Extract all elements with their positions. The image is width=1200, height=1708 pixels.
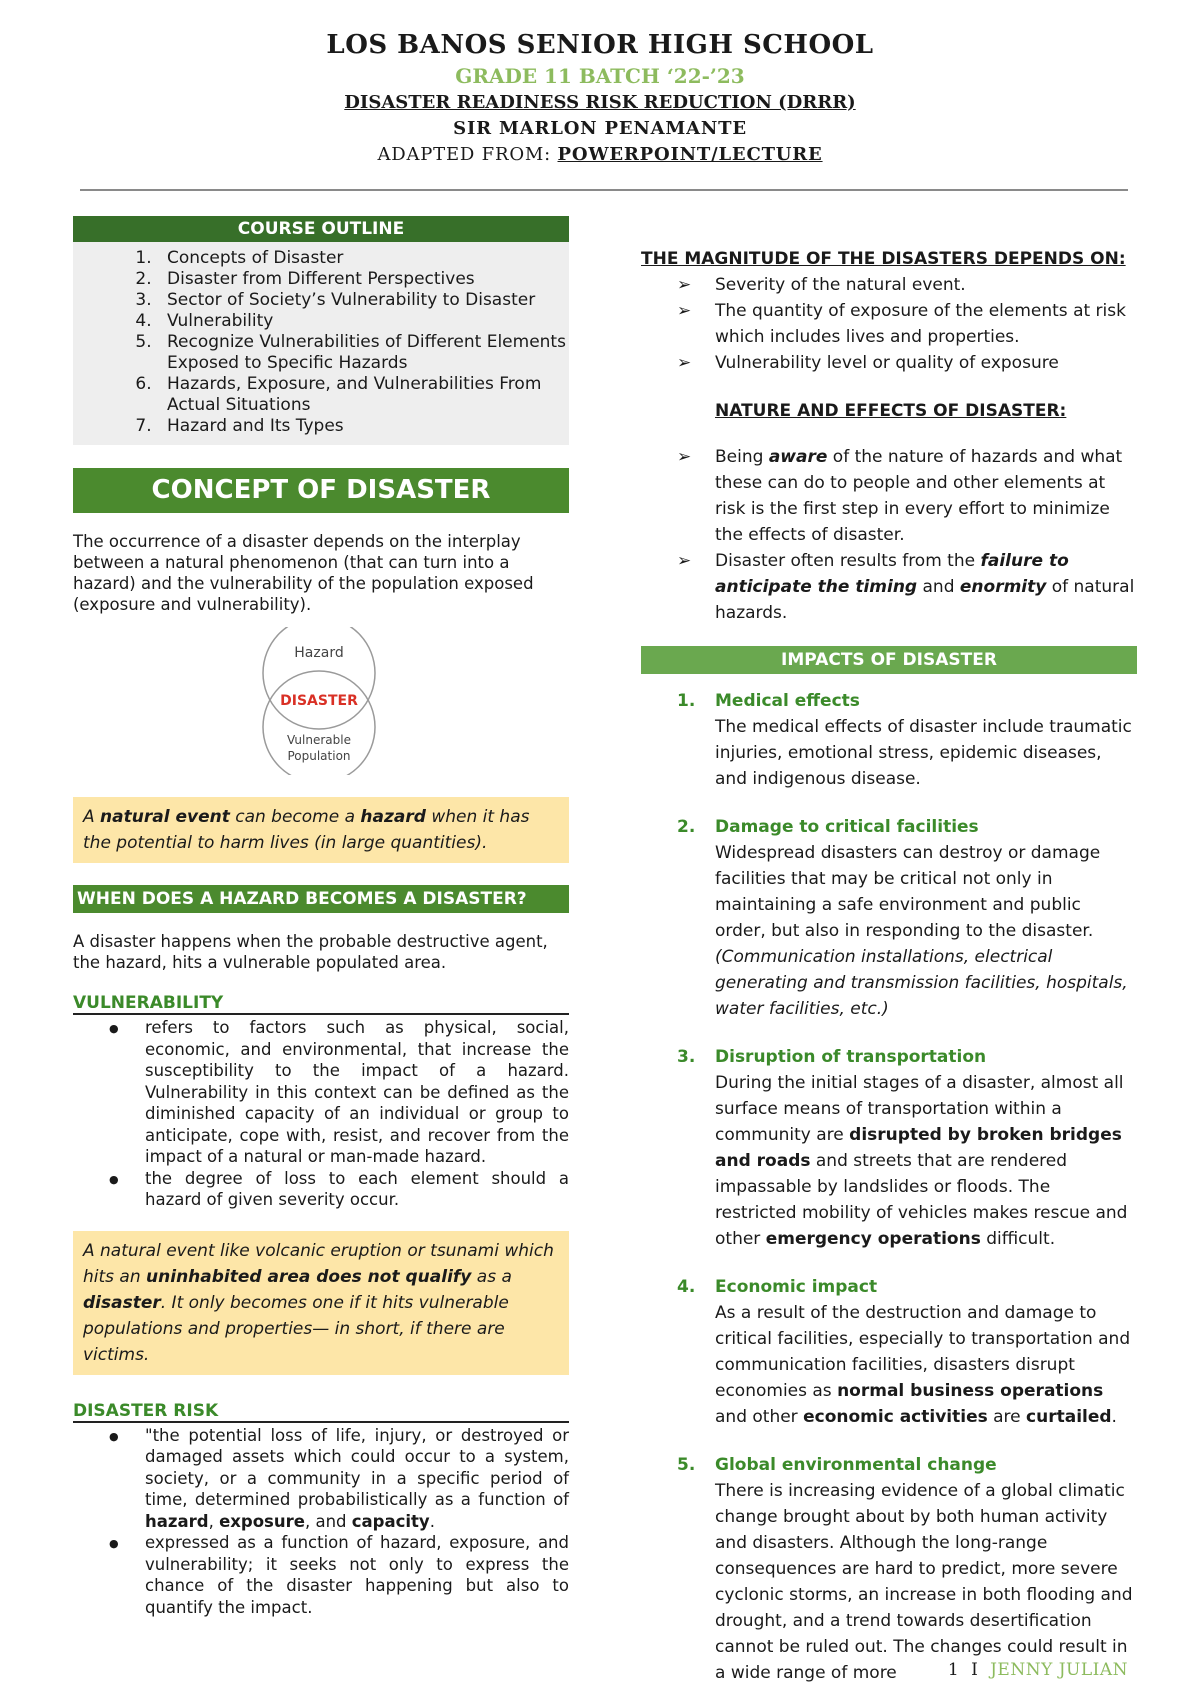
callout-bold: hazard xyxy=(360,807,426,827)
left-column xyxy=(73,216,569,1618)
venn-hazard-label: Hazard xyxy=(294,645,344,661)
adapted-source: POWERPOINT/LECTURE xyxy=(557,144,823,165)
impact-item xyxy=(677,814,1137,1022)
adapted-label: ADAPTED FROM: xyxy=(377,144,551,165)
disaster-risk-item xyxy=(145,1425,569,1533)
vulnerability-list xyxy=(73,1017,569,1211)
impact-body xyxy=(715,1300,1137,1430)
nature-bold: failure to anticipate the timing xyxy=(715,551,1069,597)
page-number: 1 xyxy=(947,1660,960,1680)
impact-number: 4. xyxy=(677,1277,696,1297)
impact-body: There is increasing evidence of a global climatic change brought about by both human activity and disasters. Although the long-range consequences are hard to predict, more severe cyclonic storms, an increase in both flooding and drought, and a trend towards desertification cannot be ruled out. The changes could result in a wide range of more xyxy=(715,1481,1133,1683)
impact-body xyxy=(715,840,1137,1022)
concept-of-disaster-title: CONCEPT OF DISASTER xyxy=(73,468,569,513)
impact-item xyxy=(677,1044,1137,1252)
callout-text: when it has the potential to harm lives (in large quantities). xyxy=(83,807,530,853)
adapted-line xyxy=(0,142,1200,168)
impact-number: 3. xyxy=(677,1047,696,1067)
impact-text: As a result of the destruction and damage to critical facilities, especially to transportation and communication facilities, disasters disrupt economies as xyxy=(715,1303,1131,1401)
callout-text: A xyxy=(83,807,101,827)
nature-text: and xyxy=(917,577,960,597)
outline-item: 1. Concepts of Disaster xyxy=(157,248,569,269)
subject-title: DISASTER READINESS RISK REDUCTION (DRRR) xyxy=(344,92,856,113)
hazard-circle xyxy=(263,627,375,729)
author-name: JENNY JULIAN xyxy=(990,1660,1128,1680)
impact-text: difficult. xyxy=(980,1229,1056,1249)
venn-disaster-label: DISASTER xyxy=(280,693,358,709)
disaster-risk-item: ● expressed as a function of hazard, exposure, and vulnerability; it seeks not only to express the chance of the disaster happening but also to quantify the impact. xyxy=(145,1532,569,1618)
impact-text: are xyxy=(987,1407,1027,1427)
nature-text: Disaster often results from the xyxy=(715,551,981,571)
page-footer xyxy=(948,1660,1128,1680)
impact-title: Global environmental change xyxy=(715,1455,997,1475)
impact-bold: normal business operations xyxy=(837,1381,1104,1401)
vulnerability-heading: VULNERABILITY xyxy=(73,993,569,1015)
document-header xyxy=(0,28,1200,168)
magnitude-item: ➢ Severity of the natural event. xyxy=(715,272,1137,298)
impact-body xyxy=(715,1070,1137,1252)
callout-text: as a xyxy=(471,1266,512,1287)
impact-item xyxy=(677,1452,1137,1686)
impact-text: During the initial stages of a disaster, almost all surface means of transportation within a community are xyxy=(715,1073,1124,1145)
outline-item: 6. Hazards, Exposure, and Vulnerabilities From Actual Situations xyxy=(157,374,569,416)
impact-title: Disruption of transportation xyxy=(715,1047,987,1067)
risk-bold: hazard xyxy=(145,1511,209,1531)
nature-effects-heading: NATURE AND EFFECTS OF DISASTER: xyxy=(715,401,1067,421)
magnitude-heading: THE MAGNITUDE OF THE DISASTERS DEPENDS ON: xyxy=(641,249,1126,269)
impact-title: Damage to critical facilities xyxy=(715,817,979,837)
uninhabited-area-callout xyxy=(73,1231,569,1375)
right-column xyxy=(641,216,1137,1708)
nature-item xyxy=(715,444,1137,548)
impact-number: 2. xyxy=(677,817,696,837)
impact-italic: (Communication installations, electrical generating and transmission facilities, hospitals, water facilities, etc.) xyxy=(715,947,1128,1019)
course-outline-box xyxy=(73,242,569,445)
magnitude-item: ➢ Vulnerability level or quality of exposure xyxy=(715,350,1137,376)
outline-item: 4. Vulnerability xyxy=(157,311,569,332)
venn-diagram xyxy=(73,627,569,775)
vulnerability-item: ● refers to factors such as physical, social, economic, and environmental, that increase the susceptibility to the impact of a hazard. Vulnerability in this context can be defined as the diminished capacity of an individual or group to anticipate, cope with, resist, and recover from the impact of a natural or man-made hazard. xyxy=(145,1017,569,1168)
teacher-name: SIR MARLON PENAMANTE xyxy=(453,118,747,139)
impact-item xyxy=(677,688,1137,792)
when-text: A disaster happens when the probable destructive agent, the hazard, hits a vulnerable populated area. xyxy=(73,932,548,972)
impact-text: and other xyxy=(715,1407,804,1427)
school-name: LOS BANOS SENIOR HIGH SCHOOL xyxy=(326,30,874,60)
nature-bold: enormity xyxy=(959,577,1047,597)
callout-text: can become a xyxy=(229,807,361,827)
impact-text: Widespread disasters can destroy or damage facilities that may be critical not only in maintaining a safe environment and public order, but also in responding to the disaster. xyxy=(715,843,1101,941)
outline-item: 2. Disaster from Different Perspectives xyxy=(157,269,569,290)
nature-text: of natural hazards. xyxy=(715,577,1135,623)
callout-bold: disaster xyxy=(83,1292,161,1313)
impact-bold: economic activities xyxy=(803,1407,988,1427)
venn-population-label: Population xyxy=(287,749,351,763)
impact-bold: curtailed xyxy=(1026,1407,1112,1427)
callout-text: A natural event like volcanic eruption or tsunami which hits an xyxy=(83,1240,554,1287)
impact-text: . xyxy=(1111,1407,1117,1427)
impact-bold: disrupted by broken bridges and roads xyxy=(715,1125,1122,1171)
impact-number: 1. xyxy=(677,691,696,711)
vulnerability-item: ● the degree of loss to each element should a hazard of given severity occur. xyxy=(145,1168,569,1211)
impact-bold: emergency operations xyxy=(765,1229,981,1249)
course-outline-title: COURSE OUTLINE xyxy=(73,216,569,242)
disaster-risk-list xyxy=(73,1425,569,1619)
callout-bold: natural event xyxy=(100,807,230,827)
nature-effects-list xyxy=(641,444,1137,626)
impact-body: The medical effects of disaster include traumatic injuries, emotional stress, epidemic diseases, and indigenous disease. xyxy=(715,717,1132,789)
concept-intro: The occurrence of a disaster depends on the interplay between a natural phenomenon (that can turn into a hazard) and the vulnerability of the population exposed (exposure and vulnerability). xyxy=(73,532,534,614)
risk-bold: capacity xyxy=(351,1511,430,1531)
natural-event-callout xyxy=(73,797,569,863)
risk-text: . xyxy=(429,1511,435,1531)
risk-bold: exposure xyxy=(219,1511,305,1531)
callout-text: . It only becomes one if it hits vulnerable populations and properties— in short, if there are victims. xyxy=(83,1292,509,1365)
nature-text: of the nature of hazards and what these can do to people and other elements at risk is the first step in every effort to minimize the effects of disaster. xyxy=(715,447,1123,545)
nature-item xyxy=(715,548,1137,626)
risk-text: "the potential loss of life, injury, or destroyed or damaged assets which could occur to a system, society, or a community in a specific period of time, determined probabilistically as a function of xyxy=(145,1425,569,1509)
venn-vulnerable-label: Vulnerable xyxy=(287,733,351,747)
outline-item: 3. Sector of Society’s Vulnerability to Disaster xyxy=(157,290,569,311)
risk-text: , xyxy=(208,1511,220,1531)
impact-number: 5. xyxy=(677,1455,696,1475)
when-hazard-disaster-title: WHEN DOES A HAZARD BECOMES A DISASTER? xyxy=(73,885,569,913)
impacts-title: IMPACTS OF DISASTER xyxy=(641,646,1137,674)
impact-title: Medical effects xyxy=(715,691,860,711)
impact-text: and streets that are rendered impassable by landslides or floods. The restricted mobility of vehicles makes rescue and other xyxy=(715,1151,1128,1249)
header-divider xyxy=(80,189,1128,191)
course-outline-list xyxy=(73,248,569,437)
magnitude-list xyxy=(641,272,1137,376)
outline-item: 7. Hazard and Its Types xyxy=(157,416,569,437)
nature-bold: aware xyxy=(768,447,828,467)
callout-bold: uninhabited area does not qualify xyxy=(146,1266,472,1287)
impact-item xyxy=(677,1274,1137,1430)
risk-text: , and xyxy=(304,1511,352,1531)
batch-line: GRADE 11 BATCH ‘22-’23 xyxy=(455,64,745,88)
disaster-risk-heading: DISASTER RISK xyxy=(73,1401,569,1423)
nature-text: Being xyxy=(715,447,769,467)
magnitude-item: ➢ The quantity of exposure of the elements at risk which includes lives and properties. xyxy=(715,298,1137,350)
outline-item: 5. Recognize Vulnerabilities of Different Elements Exposed to Specific Hazards xyxy=(157,332,569,374)
impacts-list xyxy=(641,688,1137,1686)
footer-separator: I xyxy=(971,1660,979,1680)
impact-title: Economic impact xyxy=(715,1277,878,1297)
